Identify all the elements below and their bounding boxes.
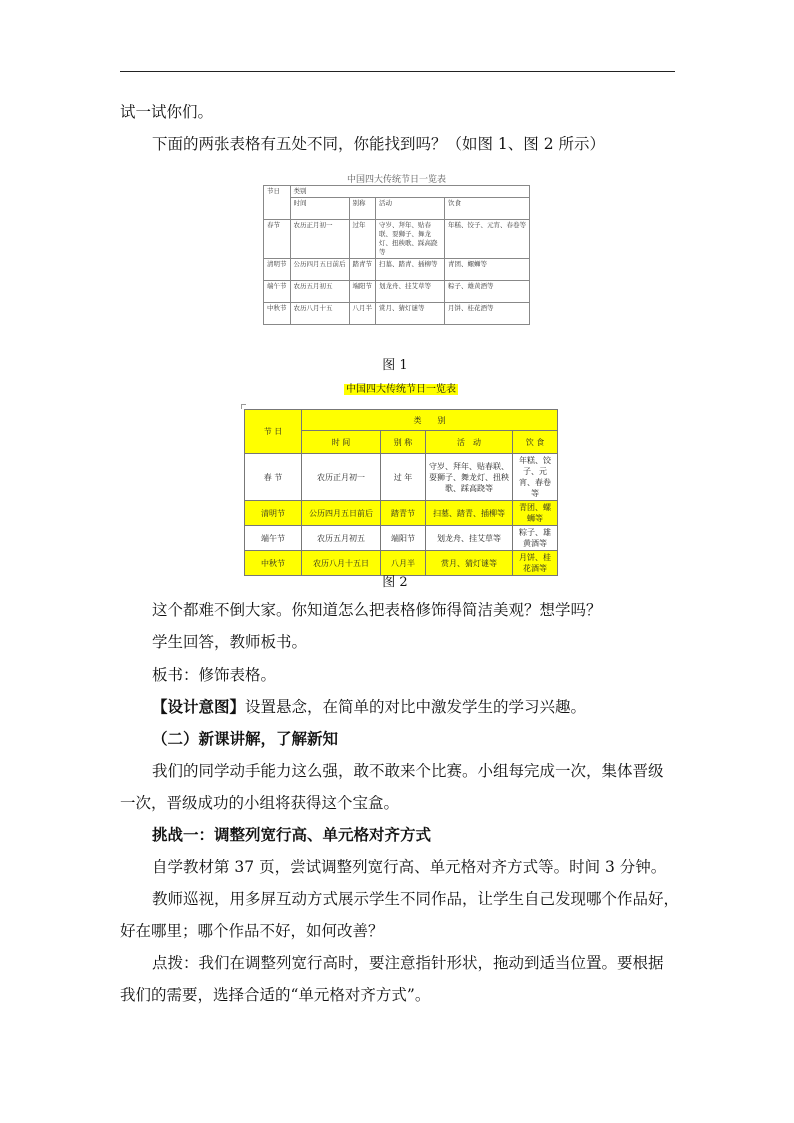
fig2-col: 别 称 [381,431,426,454]
fig2-cell: 年糕、饺子、元宵、春卷等 [513,454,558,501]
fig1-cell: 端阳节 [349,281,376,303]
fig1-cell: 粽子、雄黄酒等 [445,281,530,303]
fig2-cell: 青团、螺蛳等 [513,501,558,526]
fig1-cell: 公历四月五日前后 [290,259,349,281]
fig2-cell: 春 节 [245,454,302,501]
fig2-header-leibie: 类 别 [302,410,558,431]
fig2-cell: 清明节 [245,501,302,526]
fig2-header-jieri: 节 日 [245,410,302,454]
text-line: 自学教材第 37 页，尝试调整列宽行高、单元格对齐方式等。时间 3 分钟。 [152,858,667,876]
fig1-col: 活动 [376,198,445,220]
fig1-table [263,185,530,325]
fig1-cell: 农历八月十五 [290,303,349,325]
challenge-heading: 挑战一：调整列宽行高、单元格对齐方式 [152,825,432,844]
fig1-cell: 农历正月初一 [290,220,349,259]
design-intent-line [152,696,712,718]
text-line: 学生回答，教师板书。 [152,633,308,651]
fig1-cell: 中秋节 [264,303,291,325]
fig1-col: 时间 [290,198,349,220]
fig1-cell: 年糕、饺子、元宵、春卷等 [445,220,530,259]
fig1-cell: 踏青节 [349,259,376,281]
fig2-cell: 农历正月初一 [302,454,381,501]
section-heading: （二）新课讲解，了解新知 [152,729,339,748]
fig1-cell: 青团、螺蛳等 [445,259,530,281]
fig2-cell: 踏青节 [381,501,426,526]
fig1-cell: 月饼、桂花酒等 [445,303,530,325]
fig2-col: 活 动 [426,431,513,454]
fig1-cell: 划龙舟、挂艾草等 [376,281,445,303]
fig1-cell: 农历五月初五 [290,281,349,303]
text-line: 我们的同学动手能力这么强，敢不敢来个比赛。小组每完成一次，集体晋级 [152,762,664,780]
fig1-header-leibie: 类别 [290,186,530,198]
text-line: 一次，晋级成功的小组将获得这个宝盒。 [120,794,400,812]
fig2-cell: 粽子、雄黄酒等 [513,526,558,551]
text-line: 这个都难不倒大家。你知道怎么把表格修饰得简洁美观？想学吗？ [152,601,602,619]
fig2-caption: 图 2 [382,575,408,590]
design-intent-text: 设置悬念，在简单的对比中激发学生的学习兴趣。 [245,698,587,716]
fig1-col: 饮食 [445,198,530,220]
fig2-cell: 八月半 [381,551,426,576]
header-rule [120,71,675,72]
fig1-header-jieri: 节日 [264,186,291,220]
fig2-cell: 守岁、拜年、贴春联、耍狮子、舞龙灯、扭秧歌、踩高跷等 [426,454,513,501]
fig2-cell: 扫墓、踏青、插柳等 [426,501,513,526]
fig2-cell: 过 年 [381,454,426,501]
fig2-col: 饮 食 [513,431,558,454]
text-line: 点拨：我们在调整列宽行高时，要注意指针形状，拖动到适当位置。要根据 [152,954,664,972]
fig1-col: 别称 [349,198,376,220]
text-line: 下面的两张表格有五处不同，你能找到吗？（如图 1、图 2 所示） [152,135,606,153]
fig1-cell: 赏月、猜灯谜等 [376,303,445,325]
fig2-cell: 公历四月五日前后 [302,501,381,526]
text-line: 试一试你们。 [120,103,214,121]
fig2-title: 中国四大传统节日一览表 [346,384,456,395]
fig2-cell: 端阳节 [381,526,426,551]
text-line: 教师巡视，用多屏互动方式展示学生不同作品，让学生自己发现哪个作品好， [152,890,680,908]
fig1-cell: 过年 [349,220,376,259]
fig1-caption: 图 1 [382,358,408,373]
fig2-cell: 划龙舟、挂艾草等 [426,526,513,551]
fig2-cell: 月饼、桂花酒等 [513,551,558,576]
fig1-cell: 八月半 [349,303,376,325]
fig1-title: 中国四大传统节日一览表 [346,175,446,185]
fig2-cell: 中秋节 [245,551,302,576]
design-intent-label: 【设计意图】 [152,697,246,716]
fig2-table [244,409,558,576]
fig2-title-wrap [244,380,558,395]
fig2-col: 时 间 [302,431,381,454]
fig2-cell: 赏月、猜灯谜等 [426,551,513,576]
text-line: 我们的需要，选择合适的“单元格对齐方式”。 [120,986,431,1004]
text-line: 好在哪里；哪个作品不好，如何改善？ [120,922,384,940]
fig1-cell: 端午节 [264,281,291,303]
fig2-cell: 农历八月十五日 [302,551,381,576]
fig1-cell: 清明节 [264,259,291,281]
fig1-cell: 扫墓、踏青、插柳等 [376,259,445,281]
fig1-cell: 春节 [264,220,291,259]
fig2-cell: 端午节 [245,526,302,551]
text-line: 板书：修饰表格。 [152,666,277,684]
fig2-cell: 农历五月初五 [302,526,381,551]
fig1-cell: 守岁、拜年、贴春联、耍狮子、舞龙灯、扭秧歌、踩高跷等 [376,220,445,259]
